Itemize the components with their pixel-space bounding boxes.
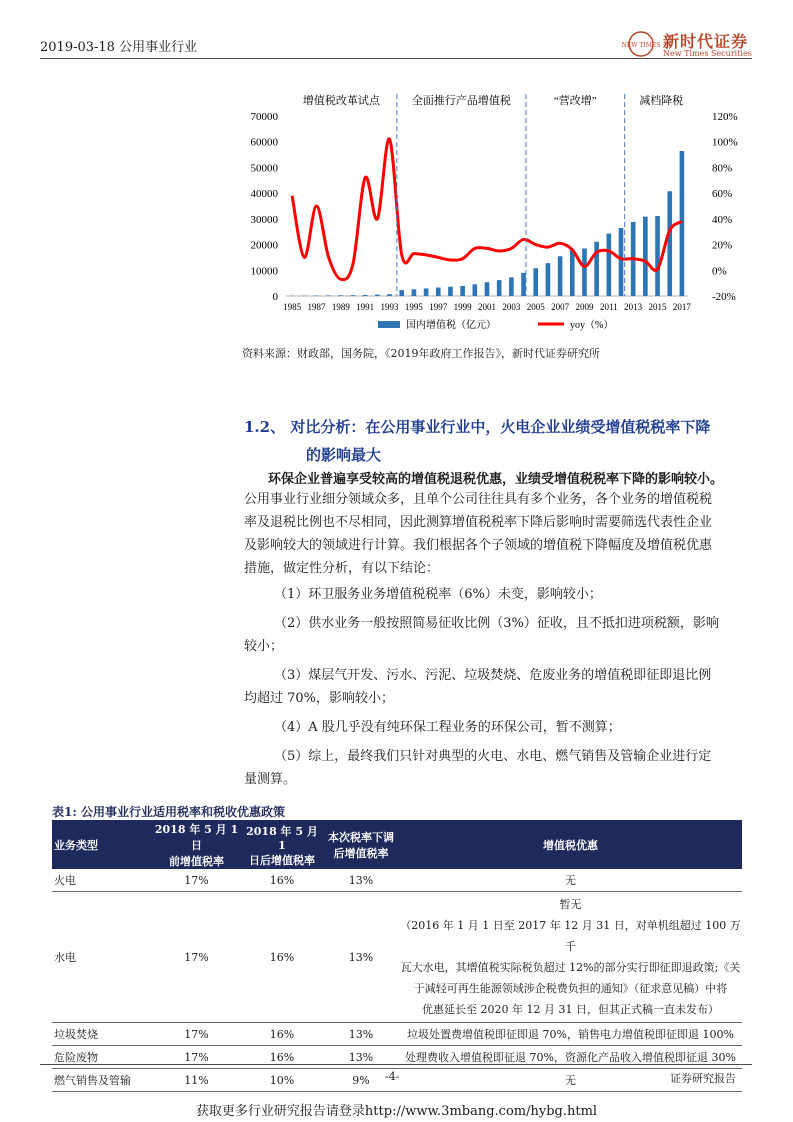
y-right-tick-label: 80% <box>712 162 733 175</box>
footer-divider <box>40 1064 752 1065</box>
vat-bar <box>667 191 672 296</box>
phase-label: 全面推行产品增值税 <box>411 95 511 107</box>
vat-bar <box>619 228 624 296</box>
vat-bar <box>448 287 453 296</box>
x-tick-label: 1987 <box>307 302 326 312</box>
legend-line-label: yoy（%） <box>570 320 614 331</box>
x-tick-label: 2001 <box>478 302 496 312</box>
y-left-tick-label: 70000 <box>250 111 278 123</box>
x-tick-label: 1993 <box>380 302 399 312</box>
body-paragraph <box>244 488 744 580</box>
item-line: （2）供水业务一般按照简易征收比例（3%）征收，且不抵扣进项税额，影响 <box>274 616 719 631</box>
y-left-tick-label: 20000 <box>250 239 278 252</box>
y-left-tick-label: 10000 <box>250 265 278 278</box>
lead-sentence: 环保企业普遍享受较高的增值税退税优惠，业绩受增值税税率下降的影响较小。 <box>268 472 724 487</box>
x-tick-label: 1991 <box>356 302 375 312</box>
item-line: （5）综上，最终我们只针对典型的火电、水电、燃气销售及管输企业进行定 <box>274 749 712 764</box>
th-type: 业务类型 <box>52 821 152 869</box>
vat-bar <box>570 250 575 296</box>
phase-label: 增值税改革试点 <box>302 95 380 107</box>
conclusion-item-2 <box>244 612 744 658</box>
bottom-link-text[interactable]: 获取更多行业研究报告请登录http://www.3mbang.com/hybg.html <box>195 1104 598 1119</box>
conclusion-item-5 <box>244 745 744 791</box>
item-line: （3）煤层气开发、污水、污泥、垃圾焚烧、危废业务的增值税即征即退比例 <box>274 668 712 683</box>
pref-multiline: 暂无 （2016 年 1 月 1 日至 2017 年 12 月 31 日，对单机组超过 100 万千 瓦大水电，其增值税实际税负超过 12%的部分实行即征即退政策;《关 于减轻可再生能源领域涉企税费负担的通知》（征求意见稿）中将 优惠延长至 2020 年 12 月 31 日，但其正式稿一直未发布） <box>399 892 742 1023</box>
vat-bar <box>655 216 660 296</box>
x-tick-label: 2005 <box>526 302 545 312</box>
company-name-cn: 新时代证券 <box>663 32 749 51</box>
vat-bar <box>546 263 551 296</box>
para-line: 及影响较大的领域进行计算。我们根据各个子领域的增值税下降幅度及增值税优惠 <box>244 538 713 553</box>
vat-bar <box>582 248 587 296</box>
table-row: 火电 17% 16% 13% 无 <box>52 869 742 892</box>
vat-bar <box>558 256 563 296</box>
y-right-tick-label: 60% <box>712 188 733 201</box>
x-tick-label: 2003 <box>502 302 521 312</box>
conclusion-item-3 <box>244 664 744 710</box>
y-left-tick-label: 60000 <box>250 136 278 149</box>
th-pref: 增值税优惠 <box>399 821 742 869</box>
vat-bar <box>424 288 429 296</box>
conclusion-item-1 <box>274 583 750 606</box>
vat-bar <box>643 217 648 296</box>
item-line: （4）A 股几乎没有纯环保工程业务的环保公司，暂不测算； <box>274 720 621 735</box>
company-logo-icon <box>621 30 661 58</box>
x-tick-label: 2009 <box>575 302 594 312</box>
para-line: 率及退税比例也不尽相同，因此测算增值税税率下降后影响时需要筛选代表性企业 <box>244 515 713 530</box>
table-row: 垃圾焚烧 17% 16% 13% 垃圾处置费增值税即征即退 70%，销售电力增值税即征即退 100% <box>52 1023 742 1046</box>
x-tick-label: 1989 <box>331 302 350 312</box>
table-header-row <box>52 821 742 869</box>
svg-text:NEW TIMES: NEW TIMES <box>621 42 661 49</box>
para-line: 公用事业行业细分领域众多，且单个公司往往具有多个业务，各个业务的增值税税 <box>244 492 713 507</box>
y-left-tick-label: 0 <box>272 291 278 303</box>
th-cut: 本次税率下调 后增值税率 <box>323 821 399 869</box>
chart-source-note: 资料来源：财政部，国务院，《2019年政府工作报告》，新时代证券研究所 <box>242 347 600 360</box>
legend-bar-label: 国内增值税（亿元） <box>406 320 496 331</box>
conclusion-item-4 <box>274 716 750 739</box>
x-tick-label: 2013 <box>624 302 643 312</box>
y-left-tick-label: 30000 <box>250 213 278 226</box>
vat-bar <box>485 282 490 296</box>
vat-bar <box>521 273 526 296</box>
table-row: 燃气销售及管输 11% 10% 9% 无 <box>52 1069 742 1092</box>
company-name-en: New Times Securities <box>663 49 752 58</box>
vat-bar <box>363 295 368 296</box>
phase-label: 减档降税 <box>639 95 684 107</box>
vat-bar <box>509 277 514 296</box>
legend-bar-swatch <box>378 321 400 328</box>
vat-chart <box>238 84 738 344</box>
para-line: 措施，做定性分析，有以下结论： <box>244 561 440 576</box>
th-before: 2018 年 5 月 1 日 前增值税率 <box>152 821 241 869</box>
vat-bar <box>473 284 478 296</box>
item-line: 较小； <box>244 639 284 654</box>
y-right-tick-label: 120% <box>712 111 738 123</box>
table-row: 水电 17% 16% 13% 暂无 （2016 年 1 月 1 日至 2017 年 12 月 31 日，对单机组超过 100 万千 瓦大水电，其增值税实际税负超过 12%的部分实行即征即退政策;《关 于减轻可再生能源领域涉企税费负担的通知》（征求意见稿）中将 优惠延长至 2020 年 12 月 31 日，但其正式稿一直未发布） <box>52 892 742 1023</box>
y-left-tick-label: 50000 <box>250 162 278 175</box>
vat-bar <box>351 295 356 296</box>
x-tick-label: 1999 <box>453 302 472 312</box>
vat-bar <box>399 290 404 296</box>
yoy-line <box>292 139 682 280</box>
x-tick-label: 2011 <box>599 302 618 312</box>
y-left-tick-label: 40000 <box>250 188 278 201</box>
table-caption: 表1: 公用事业行业适用税率和税收优惠政策 <box>52 805 285 819</box>
y-right-tick-label: 40% <box>712 213 733 226</box>
header-date-section: 2019-03-18 公用事业行业 <box>40 40 198 55</box>
y-right-tick-label: -20% <box>712 291 736 303</box>
th-after: 2018 年 5 月 1 日后增值税率 <box>241 821 323 869</box>
x-tick-label: 1985 <box>283 302 302 312</box>
y-right-tick-label: 20% <box>712 239 733 252</box>
x-tick-label: 1995 <box>404 302 423 312</box>
vat-bar <box>497 280 502 296</box>
vat-bar <box>339 295 344 296</box>
item-line: 均超过 70%，影响较小； <box>244 691 395 706</box>
vat-bar <box>375 295 380 296</box>
x-tick-label: 2007 <box>551 302 570 312</box>
y-right-tick-label: 100% <box>712 136 738 149</box>
vat-bar <box>607 234 612 296</box>
vat-bar <box>412 289 417 296</box>
vat-bar <box>436 288 441 296</box>
vat-bar <box>326 295 331 296</box>
section-title: 1.2、 对比分析：在公用事业行业中，火电企业业绩受增值税税率下降 <box>244 418 711 436</box>
vat-bar <box>533 268 538 296</box>
header-divider <box>40 58 752 59</box>
vat-bar <box>387 294 392 296</box>
page-number: -4- <box>385 1070 400 1083</box>
item-line: 量测算。 <box>244 772 297 787</box>
section-title-cont: 的影响最大 <box>306 446 382 464</box>
vat-bar <box>460 286 465 296</box>
footer-report-type: 证券研究报告 <box>670 1072 736 1085</box>
x-tick-label: 2017 <box>672 302 691 312</box>
x-tick-label: 1997 <box>429 302 448 312</box>
item-line: （1）环卫服务业务增值税税率（6%）未变，影响较小； <box>274 587 602 602</box>
tax-policy-table <box>52 821 742 1092</box>
phase-label: “营改增” <box>553 95 597 107</box>
y-right-tick-label: 0% <box>712 265 727 278</box>
table-row: 危险废物 17% 16% 13% 处理费收入增值税即征退 70%，资源化产品收入增值税即征退 30% <box>52 1046 742 1069</box>
x-tick-label: 2015 <box>648 302 667 312</box>
